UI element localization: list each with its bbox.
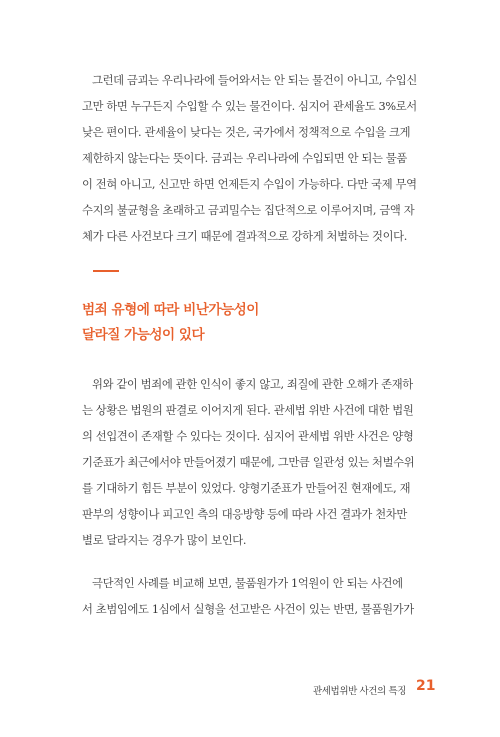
- text-line: 위와 같이 범죄에 관한 인식이 좋지 않고, 죄질에 관한 오해가 존재하: [92, 378, 413, 391]
- text-line: 의 선입견이 존재할 수 있다는 것이다. 심지어 관세법 위반 사건은 양형: [82, 430, 414, 443]
- heading-underline: [93, 270, 119, 272]
- section-heading-line-2: 달라질 가능성이 있다: [82, 327, 205, 343]
- text-line: 기준표가 최근에서야 만들어졌기 때문에, 그만큼 일관성 있는 처벌수위: [82, 456, 415, 469]
- text-line: 서 초범임에도 1심에서 실형을 선고받은 사건이 있는 반면, 물품원가가: [82, 603, 414, 616]
- text-line: 제한하지 않는다는 뜻이다. 금괴는 우리나라에 수입되면 안 되는 물품: [82, 152, 407, 165]
- page-number: 21: [416, 678, 436, 694]
- text-line: 이 전혀 아니고, 신고만 하면 언제든지 수입이 가능하다. 다만 국제 무역: [82, 178, 417, 191]
- text-line: 고만 하면 누구든지 수입할 수 있는 물건이다. 심지어 관세율도 3%로서: [82, 100, 417, 113]
- text-line: 그런데 금괴는 우리나라에 들어와서는 안 되는 물건이 아니고, 수입신: [92, 74, 417, 87]
- text-line: 체가 다른 사건보다 크기 때문에 결과적으로 강하게 처벌하는 것이다.: [82, 230, 407, 243]
- text-line: 별로 달라지는 경우가 많이 보인다.: [82, 534, 247, 547]
- section-heading-line-1: 범죄 유형에 따라 비난가능성이: [82, 302, 259, 318]
- text-line: 수지의 불균형을 초래하고 금괴밀수는 집단적으로 이루어지며, 금액 자: [82, 204, 415, 217]
- running-footer-title: 관세법위반 사건의 특징: [313, 686, 407, 697]
- text-line: 는 상황은 법원의 판결로 이어지게 된다. 관세법 위반 사건에 대한 법원: [82, 404, 414, 417]
- text-line: 극단적인 사례를 비교해 보면, 물품원가가 1억원이 안 되는 사건에: [92, 577, 403, 590]
- text-line: 판부의 성향이나 피고인 측의 대응방향 등에 따라 사건 결과가 천차만: [82, 508, 407, 521]
- text-line: 를 기대하기 힘든 부분이 있었다. 양형기준표가 만들어진 현재에도, 재: [82, 482, 411, 495]
- text-line: 낮은 편이다. 관세율이 낮다는 것은, 국가에서 정책적으로 수입을 크게: [82, 126, 411, 139]
